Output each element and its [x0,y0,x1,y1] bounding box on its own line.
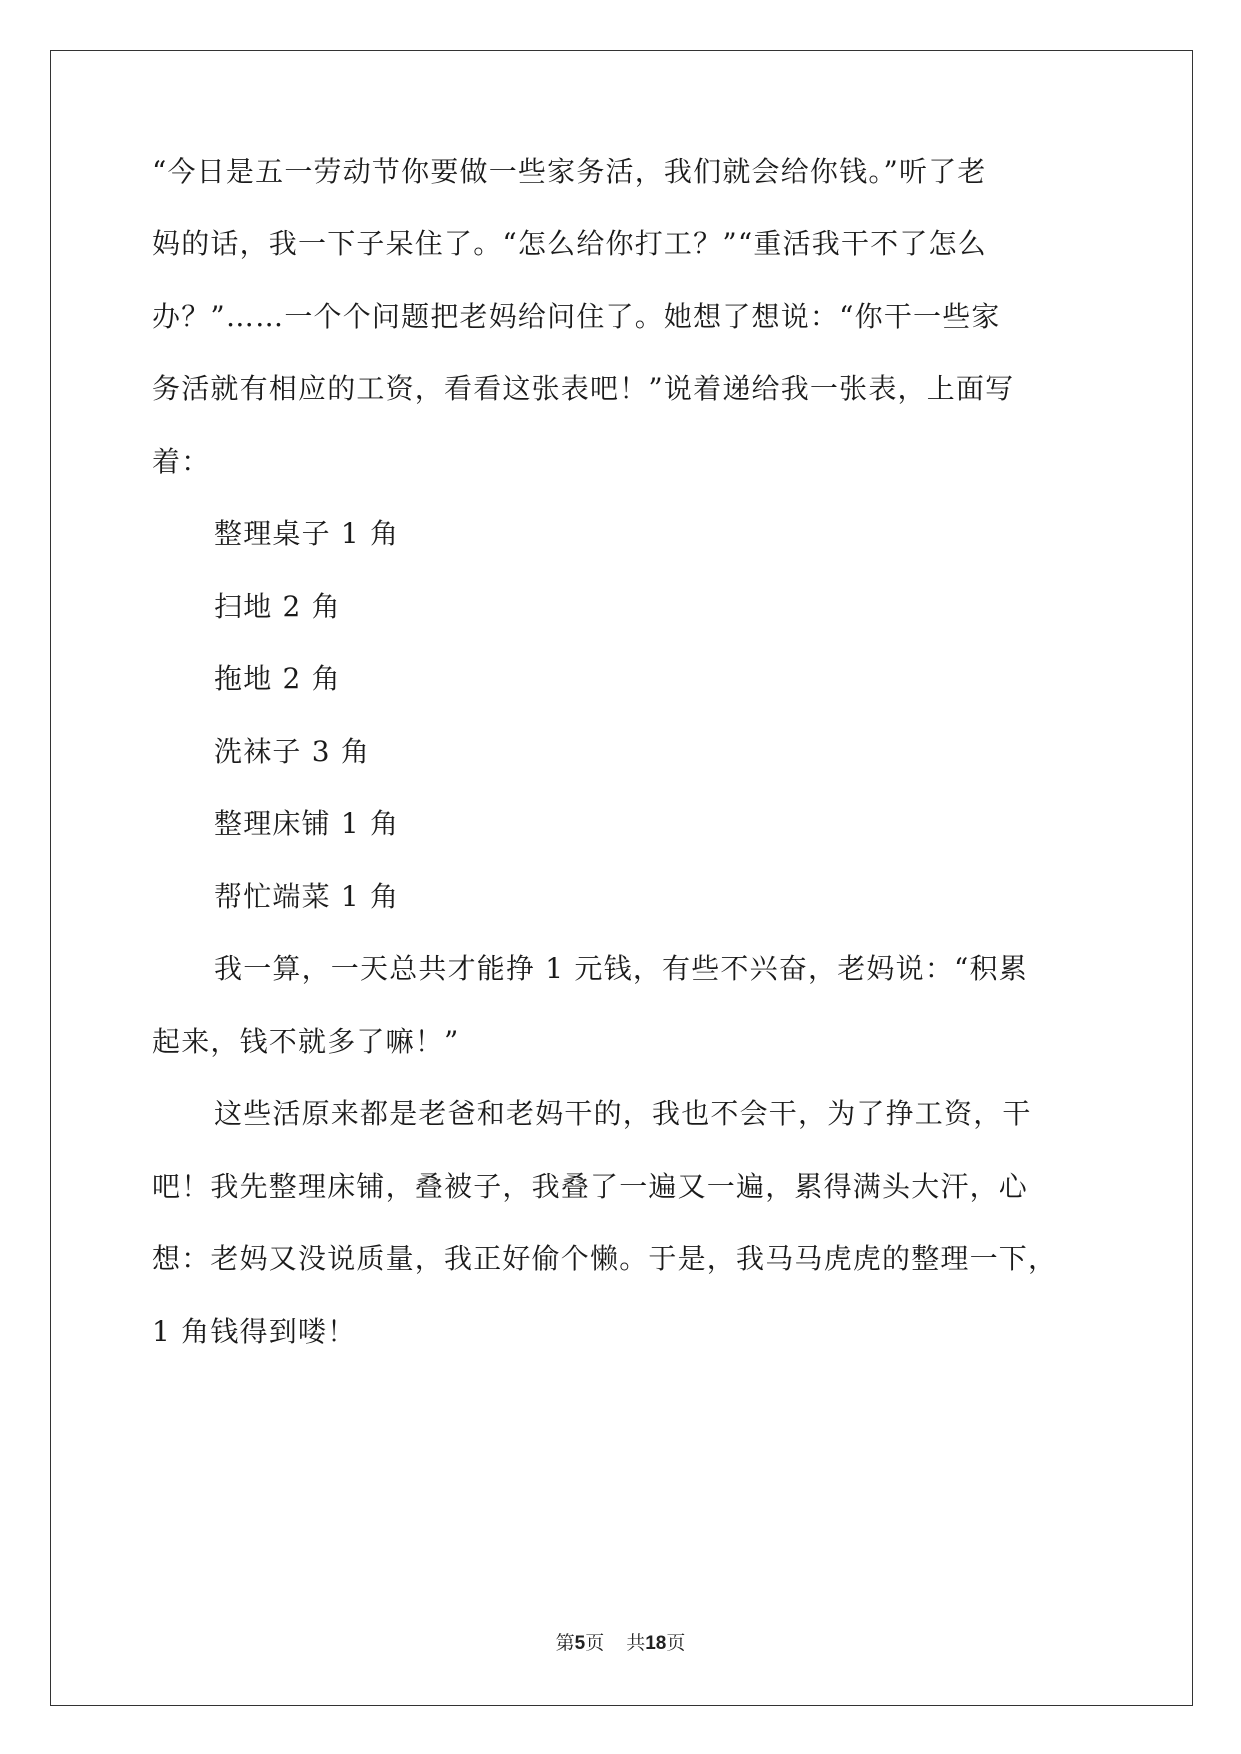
paragraph-line: 起来，钱不就多了嘛！” [152,1025,460,1058]
total-suffix: 页 [666,1632,686,1654]
total-prefix: 共 [626,1632,646,1654]
paragraph-line: 办？”……一个个问题把老妈给问住了。她想了想说：“你干一些家 [152,300,1001,333]
list-item: 帮忙端菜 1 角 [214,880,400,913]
page-footer [0,1631,1241,1656]
page-number: 5 [574,1633,586,1654]
paragraph-line: 务活就有相应的工资，看看这张表吧！”说着递给我一张表，上面写 [152,372,1015,405]
paragraph-line: 这些活原来都是老爸和老妈干的，我也不会干，为了挣工资，干 [214,1097,1032,1130]
paragraph-line: 着： [152,445,211,478]
total-pages: 18 [645,1633,667,1654]
list-item: 洗袜子 3 角 [214,735,371,768]
paragraph-line: 吧！我先整理床铺，叠被子，我叠了一遍又一遍，累得满头大汗，心 [152,1170,1029,1203]
page-prefix: 第 [555,1632,575,1654]
list-item: 拖地 2 角 [214,662,341,695]
list-item: 扫地 2 角 [214,590,341,623]
paragraph-line: 妈的话，我一下子呆住了。“怎么给你打工？”“重活我干不了怎么 [152,227,987,260]
paragraph-line: 1 角钱得到喽！ [152,1315,357,1348]
list-item: 整理桌子 1 角 [214,517,400,550]
paragraph-line: 想：老妈又没说质量，我正好偷个懒。于是，我马马虎虎的整理一下， [152,1242,1058,1275]
page-suffix: 页 [585,1632,605,1654]
paragraph-line: 我一算，一天总共才能挣 1 元钱，有些不兴奋，老妈说：“积累 [214,952,1028,985]
paragraph-line: “今日是五一劳动节你要做一些家务活，我们就会给你钱。”听了老 [152,155,987,188]
list-item: 整理床铺 1 角 [214,807,400,840]
